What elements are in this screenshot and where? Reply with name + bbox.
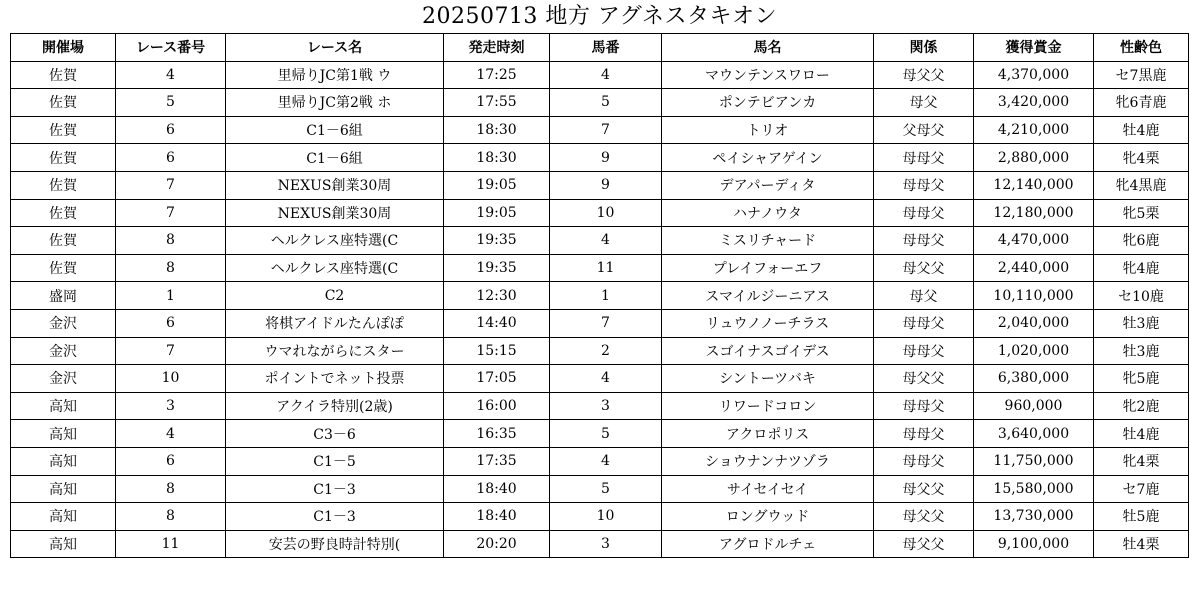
col-header-sex-age-color: 性齢色 [1094,34,1189,62]
horse-name-cell: ロングウッド [662,503,874,531]
horse-number-cell: 7 [550,309,662,337]
race-number-cell: 4 [116,61,226,89]
race-number-cell: 8 [116,227,226,255]
sex-age-color-cell: 牝4黒鹿 [1094,171,1189,199]
table-row [11,365,1189,393]
venue-cell: 高知 [11,392,116,420]
prize-cell: 15,580,000 [974,475,1094,503]
post-time-cell: 17:35 [444,447,550,475]
horse-number-cell: 10 [550,199,662,227]
horse-name-cell: シントーツバキ [662,365,874,393]
race-name-cell: 里帰りJC第1戦 ウ [226,61,444,89]
horse-name-cell: リュウノノーチラス [662,309,874,337]
post-time-cell: 18:30 [444,116,550,144]
results-table [10,33,1189,558]
venue-cell: 高知 [11,420,116,448]
relation-cell: 母母父 [874,447,974,475]
horse-number-cell: 3 [550,392,662,420]
venue-cell: 佐賀 [11,227,116,255]
post-time-cell: 19:05 [444,199,550,227]
relation-cell: 母父父 [874,475,974,503]
table-row [11,420,1189,448]
relation-cell: 母母父 [874,420,974,448]
horse-name-cell: スゴイナスゴイデス [662,337,874,365]
page-title: 20250713 地方 アグネスタキオン [421,4,778,29]
race-name-cell: C1－3 [226,475,444,503]
race-number-cell: 7 [116,199,226,227]
table-row [11,144,1189,172]
horse-name-cell: リワードコロン [662,392,874,420]
post-time-cell: 18:40 [444,503,550,531]
relation-cell: 母母父 [874,337,974,365]
post-time-cell: 19:35 [444,227,550,255]
prize-cell: 4,470,000 [974,227,1094,255]
venue-cell: 高知 [11,447,116,475]
col-header-race-number: レース番号 [116,34,226,62]
venue-cell: 金沢 [11,309,116,337]
prize-cell: 2,880,000 [974,144,1094,172]
post-time-cell: 20:20 [444,530,550,558]
venue-cell: 金沢 [11,337,116,365]
race-number-cell: 11 [116,530,226,558]
prize-cell: 11,750,000 [974,447,1094,475]
horse-number-cell: 5 [550,420,662,448]
venue-cell: 佐賀 [11,199,116,227]
post-time-cell: 12:30 [444,282,550,310]
table-row [11,227,1189,255]
venue-cell: 高知 [11,530,116,558]
prize-cell: 12,140,000 [974,171,1094,199]
table-row [11,199,1189,227]
race-name-cell: NEXUS創業30周 [226,199,444,227]
horse-number-cell: 5 [550,89,662,117]
col-header-venue: 開催場 [11,34,116,62]
race-name-cell: ポイントでネット投票 [226,365,444,393]
relation-cell: 母母父 [874,227,974,255]
sex-age-color-cell: 牝5鹿 [1094,365,1189,393]
horse-number-cell: 9 [550,171,662,199]
prize-cell: 2,440,000 [974,254,1094,282]
sex-age-color-cell: セ7黒鹿 [1094,61,1189,89]
race-number-cell: 6 [116,116,226,144]
prize-cell: 3,420,000 [974,89,1094,117]
race-name-cell: C2 [226,282,444,310]
race-number-cell: 3 [116,392,226,420]
sex-age-color-cell: 牝6青鹿 [1094,89,1189,117]
sex-age-color-cell: 牝4栗 [1094,447,1189,475]
horse-number-cell: 2 [550,337,662,365]
table-row [11,475,1189,503]
horse-name-cell: ショウナンナツゾラ [662,447,874,475]
relation-cell: 母父父 [874,503,974,531]
col-header-race-name: レース名 [226,34,444,62]
sex-age-color-cell: 牡4鹿 [1094,116,1189,144]
sex-age-color-cell: 牝4鹿 [1094,254,1189,282]
horse-name-cell: スマイルジーニアス [662,282,874,310]
col-header-relation: 関係 [874,34,974,62]
race-number-cell: 6 [116,447,226,475]
prize-cell: 960,000 [974,392,1094,420]
col-header-prize: 獲得賞金 [974,34,1094,62]
table-row [11,116,1189,144]
table-row [11,530,1189,558]
sex-age-color-cell: 牡4栗 [1094,530,1189,558]
race-name-cell: ウマれながらにスター [226,337,444,365]
race-name-cell: ヘルクレス座特選(C [226,227,444,255]
race-number-cell: 8 [116,254,226,282]
race-number-cell: 1 [116,282,226,310]
horse-name-cell: プレイフォーエフ [662,254,874,282]
race-name-cell: C1－5 [226,447,444,475]
race-name-cell: C1－3 [226,503,444,531]
sex-age-color-cell: セ10鹿 [1094,282,1189,310]
race-number-cell: 7 [116,337,226,365]
sex-age-color-cell: 牝2鹿 [1094,392,1189,420]
prize-cell: 1,020,000 [974,337,1094,365]
sex-age-color-cell: 牡3鹿 [1094,337,1189,365]
table-row [11,392,1189,420]
venue-cell: 金沢 [11,365,116,393]
horse-number-cell: 10 [550,503,662,531]
prize-cell: 13,730,000 [974,503,1094,531]
race-name-cell: 将棋アイドルたんぽぽ [226,309,444,337]
race-name-cell: NEXUS創業30周 [226,171,444,199]
sex-age-color-cell: 牡4鹿 [1094,420,1189,448]
horse-number-cell: 4 [550,61,662,89]
sex-age-color-cell: 牡5鹿 [1094,503,1189,531]
relation-cell: 母母父 [874,171,974,199]
race-name-cell: C1－6組 [226,116,444,144]
horse-name-cell: トリオ [662,116,874,144]
horse-number-cell: 7 [550,116,662,144]
horse-name-cell: デアパーディタ [662,171,874,199]
sex-age-color-cell: 牝5栗 [1094,199,1189,227]
prize-cell: 2,040,000 [974,309,1094,337]
horse-number-cell: 11 [550,254,662,282]
horse-name-cell: ポンテビアンカ [662,89,874,117]
relation-cell: 母父父 [874,365,974,393]
prize-cell: 4,210,000 [974,116,1094,144]
post-time-cell: 18:30 [444,144,550,172]
venue-cell: 佐賀 [11,116,116,144]
post-time-cell: 19:05 [444,171,550,199]
table-row [11,89,1189,117]
col-header-horse-number: 馬番 [550,34,662,62]
race-name-cell: C3－6 [226,420,444,448]
prize-cell: 10,110,000 [974,282,1094,310]
horse-name-cell: アグロドルチェ [662,530,874,558]
horse-name-cell: ミスリチャード [662,227,874,255]
post-time-cell: 16:35 [444,420,550,448]
post-time-cell: 14:40 [444,309,550,337]
horse-number-cell: 4 [550,447,662,475]
race-number-cell: 10 [116,365,226,393]
horse-number-cell: 1 [550,282,662,310]
horse-name-cell: マウンテンスワロー [662,61,874,89]
sex-age-color-cell: 牝6鹿 [1094,227,1189,255]
relation-cell: 母母父 [874,199,974,227]
table-row [11,282,1189,310]
relation-cell: 父母父 [874,116,974,144]
race-number-cell: 6 [116,309,226,337]
venue-cell: 佐賀 [11,171,116,199]
horse-number-cell: 9 [550,144,662,172]
horse-number-cell: 5 [550,475,662,503]
post-time-cell: 17:55 [444,89,550,117]
horse-number-cell: 3 [550,530,662,558]
venue-cell: 佐賀 [11,254,116,282]
race-name-cell: C1－6組 [226,144,444,172]
relation-cell: 母父父 [874,530,974,558]
horse-name-cell: アクロポリス [662,420,874,448]
col-header-horse-name: 馬名 [662,34,874,62]
horse-name-cell: ペイシャアゲイン [662,144,874,172]
table-row [11,503,1189,531]
col-header-post-time: 発走時刻 [444,34,550,62]
table-row [11,447,1189,475]
race-name-cell: 安芸の野良時計特別( [226,530,444,558]
race-number-cell: 4 [116,420,226,448]
race-number-cell: 8 [116,503,226,531]
relation-cell: 母母父 [874,392,974,420]
horse-name-cell: サイセイセイ [662,475,874,503]
prize-cell: 12,180,000 [974,199,1094,227]
venue-cell: 佐賀 [11,89,116,117]
post-time-cell: 19:35 [444,254,550,282]
venue-cell: 高知 [11,475,116,503]
venue-cell: 佐賀 [11,144,116,172]
relation-cell: 母父 [874,282,974,310]
header-row [11,34,1189,62]
post-time-cell: 17:05 [444,365,550,393]
horse-name-cell: ハナノウタ [662,199,874,227]
table-row [11,254,1189,282]
horse-number-cell: 4 [550,227,662,255]
post-time-cell: 16:00 [444,392,550,420]
race-name-cell: 里帰りJC第2戦 ホ [226,89,444,117]
prize-cell: 6,380,000 [974,365,1094,393]
prize-cell: 3,640,000 [974,420,1094,448]
race-name-cell: アクイラ特別(2歳) [226,392,444,420]
venue-cell: 高知 [11,503,116,531]
race-name-cell: ヘルクレス座特選(C [226,254,444,282]
relation-cell: 母母父 [874,144,974,172]
post-time-cell: 17:25 [444,61,550,89]
venue-cell: 盛岡 [11,282,116,310]
race-number-cell: 7 [116,171,226,199]
sex-age-color-cell: 牝4栗 [1094,144,1189,172]
table-row [11,337,1189,365]
table-row [11,61,1189,89]
table-body [11,61,1189,558]
venue-cell: 佐賀 [11,61,116,89]
horse-number-cell: 4 [550,365,662,393]
table-row [11,309,1189,337]
race-number-cell: 5 [116,89,226,117]
post-time-cell: 15:15 [444,337,550,365]
sex-age-color-cell: 牡3鹿 [1094,309,1189,337]
relation-cell: 母父 [874,89,974,117]
table-row [11,171,1189,199]
race-number-cell: 6 [116,144,226,172]
relation-cell: 母母父 [874,309,974,337]
race-number-cell: 8 [116,475,226,503]
relation-cell: 母父父 [874,254,974,282]
relation-cell: 母父父 [874,61,974,89]
prize-cell: 4,370,000 [974,61,1094,89]
post-time-cell: 18:40 [444,475,550,503]
sex-age-color-cell: セ7鹿 [1094,475,1189,503]
prize-cell: 9,100,000 [974,530,1094,558]
